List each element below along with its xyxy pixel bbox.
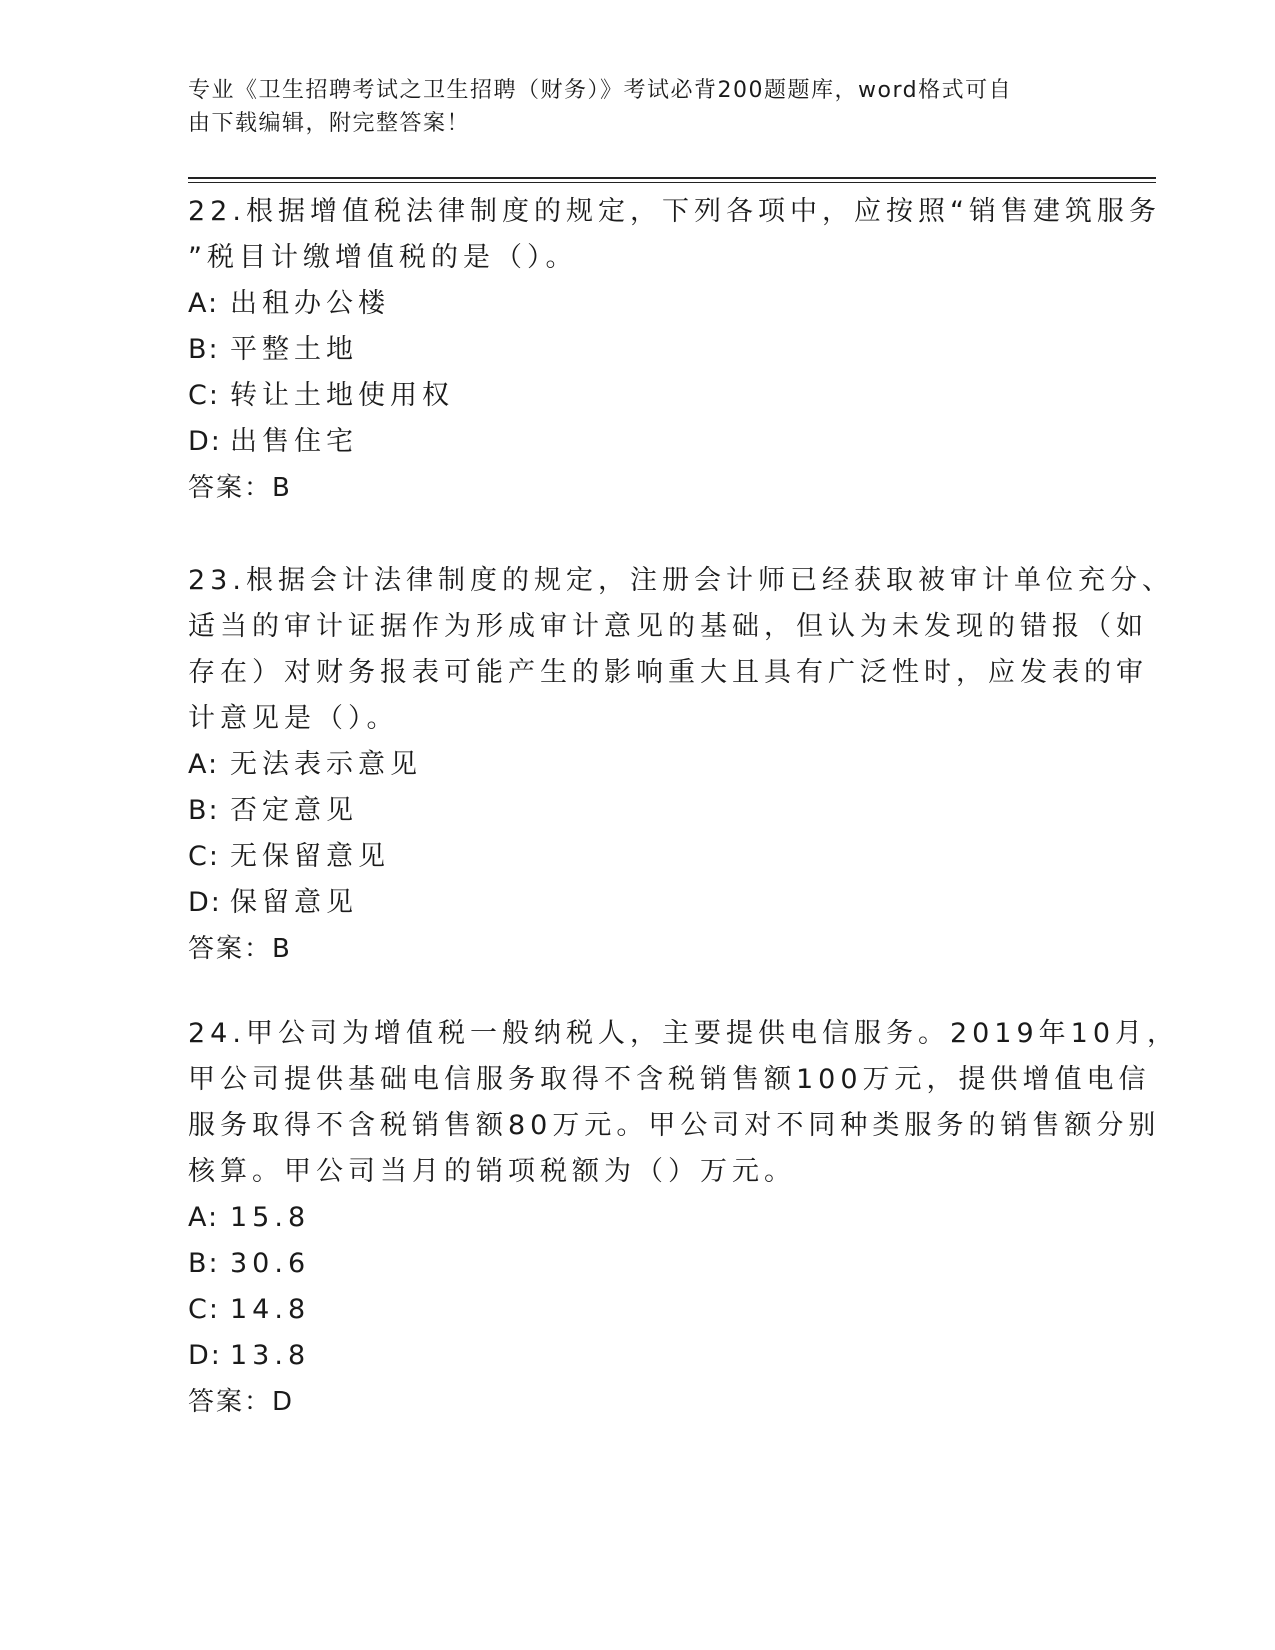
option-letter: A: [188, 1202, 220, 1233]
option-letter: D: [188, 887, 222, 918]
option-letter: B: [188, 1248, 220, 1279]
option-letter: B: [188, 795, 220, 826]
answer-line: 答案：D [188, 1387, 295, 1417]
option-text: 平整土地 [230, 334, 358, 365]
option-a [188, 281, 1088, 327]
option-letter: D: [188, 1340, 222, 1371]
option-d [188, 419, 1088, 465]
option-b [188, 327, 1088, 373]
header-divider-top [188, 177, 1156, 179]
option-letter: D: [188, 426, 222, 457]
option-c [188, 373, 1088, 419]
question-24 [188, 1011, 1180, 1425]
option-text: 14.8 [230, 1294, 311, 1325]
option-text: 否定意见 [230, 795, 358, 826]
header-divider-bottom [188, 182, 1156, 183]
option-c [188, 1287, 1088, 1333]
option-d [188, 880, 1088, 926]
question-stem-line: 23.根据会计法律制度的规定，注册会计师已经获取被审计单位充分、 [188, 565, 1174, 596]
option-c [188, 834, 1088, 880]
header-line-1: 专业《卫生招聘考试之卫生招聘（财务）》考试必背200题题库，word格式可自 [188, 78, 1013, 103]
option-text: 出租办公楼 [230, 288, 390, 319]
question-23 [188, 558, 1174, 972]
option-a [188, 1195, 1088, 1241]
question-22 [188, 189, 1161, 511]
option-text: 13.8 [230, 1340, 311, 1371]
option-text: 无保留意见 [230, 841, 390, 872]
option-text: 转让土地使用权 [230, 380, 454, 411]
header-line-2: 由下载编辑，附完整答案！ [188, 111, 471, 136]
option-text: 15.8 [230, 1202, 311, 1233]
option-letter: A: [188, 749, 220, 780]
option-letter: B: [188, 334, 220, 365]
option-text: 30.6 [230, 1248, 311, 1279]
question-stem-line: 甲公司提供基础电信服务取得不含税销售额100万元，提供增值电信 [188, 1064, 1151, 1095]
option-letter: C: [188, 380, 220, 411]
option-text: 无法表示意见 [230, 749, 422, 780]
option-b [188, 788, 1088, 834]
question-stem-line: 22.根据增值税法律制度的规定，下列各项中，应按照“销售建筑服务 [188, 196, 1161, 227]
question-stem-line: 存在）对财务报表可能产生的影响重大且具有广泛性时，应发表的审 [188, 657, 1148, 688]
question-stem-line: 计意见是（）。 [188, 703, 399, 734]
option-letter: C: [188, 841, 220, 872]
option-letter: C: [188, 1294, 220, 1325]
question-stem-line: 适当的审计证据作为形成审计意见的基础，但认为未发现的错报（如 [188, 611, 1148, 642]
question-stem-line: 核算。甲公司当月的销项税额为（）万元。 [188, 1156, 796, 1187]
option-letter: A: [188, 288, 220, 319]
option-b [188, 1241, 1088, 1287]
option-a [188, 742, 1088, 788]
option-d [188, 1333, 1088, 1379]
answer-line: 答案：B [188, 473, 292, 503]
question-stem-line: 24.甲公司为增值税一般纳税人，主要提供电信服务。2019年10月， [188, 1018, 1180, 1049]
question-stem-line: 服务取得不含税销售额80万元。甲公司对不同种类服务的销售额分别 [188, 1110, 1161, 1141]
document-header [188, 74, 1088, 140]
option-text: 保留意见 [230, 887, 358, 918]
answer-line: 答案：B [188, 934, 292, 964]
question-stem-line: ”税目计缴增值税的是（）。 [188, 242, 578, 273]
option-text: 出售住宅 [230, 426, 358, 457]
